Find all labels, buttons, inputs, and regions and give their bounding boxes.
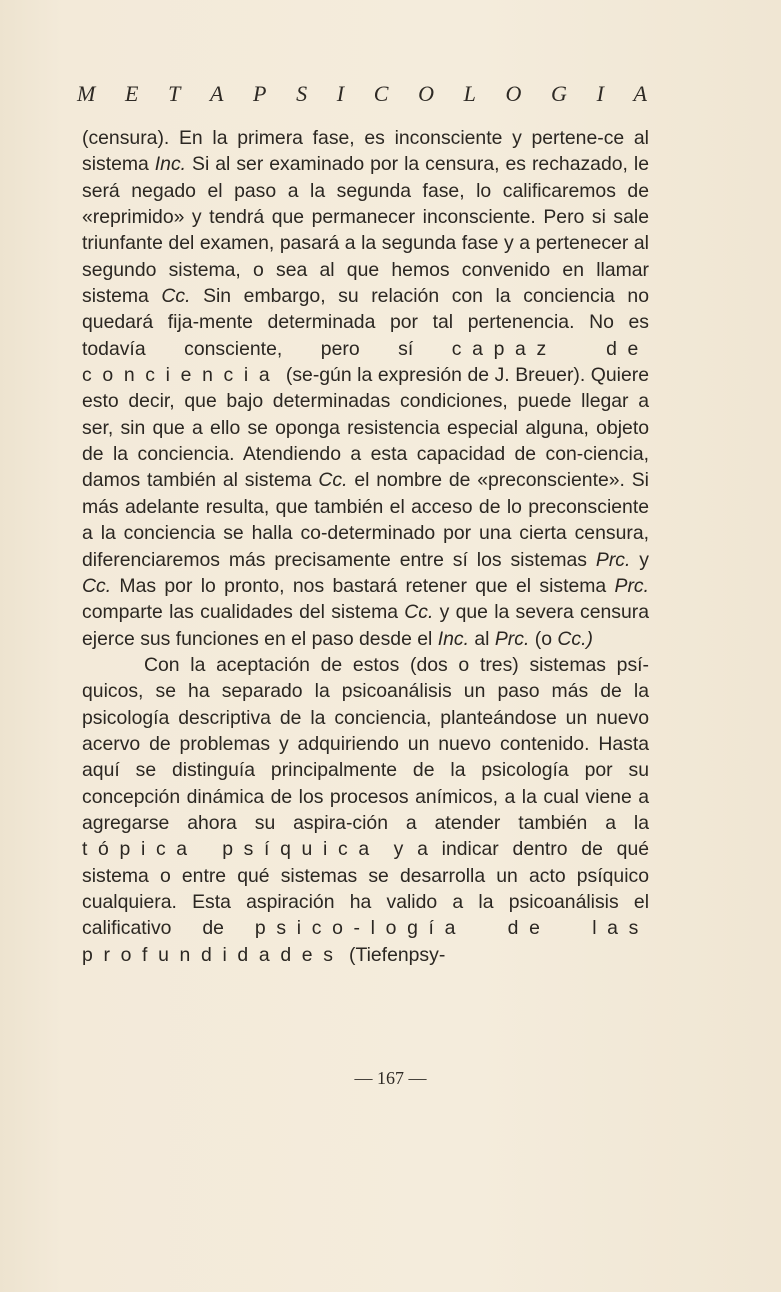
text-run: comparte las cualidades del sistema bbox=[82, 601, 405, 624]
running-head-letter: O bbox=[418, 81, 434, 106]
text-run: (se-gún la expresión de J. Breuer). Quiere esto decir, que bajo determinadas condiciones, puede llegar a ser, sin que a ello se oponga resistencia especial alguna, objeto de la conciencia. Atendiendo a esta capacidad de con-ciencia, damos también al sistema bbox=[82, 364, 649, 492]
italic-term: Inc. bbox=[437, 627, 469, 650]
page-number: — 167 — bbox=[354, 1068, 427, 1088]
running-head-letter: M bbox=[77, 81, 96, 106]
running-head-letter: I bbox=[336, 81, 345, 106]
spaced-emphasis: psico-logía de las profundidades bbox=[82, 917, 649, 966]
running-head-letter: P bbox=[253, 81, 267, 106]
italic-term: Prc. bbox=[595, 548, 631, 571]
paragraph-2 bbox=[82, 652, 649, 968]
text-run: (o bbox=[529, 627, 558, 650]
spaced-emphasis: capaz de conciencia bbox=[82, 337, 649, 387]
text-run: el nombre de «preconsciente». Si más adelante resulta, que también el acceso de lo preconsciente a la conciencia se halla co-determinado por una cierta censura, diferenciaremos más precisamente entre sí los sistemas bbox=[82, 469, 649, 571]
running-head-letter: A bbox=[633, 81, 647, 106]
text-run: (Tiefenpsy- bbox=[343, 943, 446, 966]
text-run: Sin embargo, su relación con la conciencia no quedará fija-mente determinada por tal pertenencia. No es todavía consciente, pero sí bbox=[82, 285, 649, 360]
text-run: y que la severa censura ejerce sus funciones en el paso desde el bbox=[82, 601, 649, 650]
running-head-letter: C bbox=[373, 81, 389, 106]
italic-term: Cc. bbox=[161, 285, 191, 308]
text-run: y a indicar dentro de qué sistema o entre qué sistemas se desarrolla un acto psíquico cualquiera. Esta aspiración ha valido a la psicoanálisis el calificativo de bbox=[82, 838, 650, 940]
paragraph-1 bbox=[82, 125, 649, 652]
body-text bbox=[82, 125, 649, 968]
spaced-emphasis: tópica psíquica bbox=[82, 838, 380, 861]
italic-term: Prc. bbox=[614, 574, 649, 597]
running-head-letter: O bbox=[505, 81, 522, 106]
italic-term: Cc. bbox=[404, 601, 434, 624]
italic-term: Prc. bbox=[494, 627, 530, 650]
text-run: al bbox=[469, 627, 495, 650]
italic-term: Cc. bbox=[318, 469, 348, 492]
text-run: (censura). En la primera fase, es inconsciente y pertene-ce al sistema bbox=[82, 127, 649, 176]
italic-term: Cc. bbox=[82, 574, 112, 597]
running-head-letter: T bbox=[168, 81, 181, 106]
running-head-letter: S bbox=[296, 81, 308, 106]
running-head-letter: E bbox=[124, 81, 139, 106]
italic-term: Inc. bbox=[154, 153, 187, 176]
running-head-letter: G bbox=[551, 81, 567, 106]
text-run: Mas por lo pronto, nos bastará retener que el sistema bbox=[111, 574, 615, 597]
running-head-letter: A bbox=[209, 81, 224, 106]
running-head-letter: L bbox=[463, 81, 476, 106]
text-run: Con la aceptación de estos (dos o tres) sistemas psí-quicos, se ha separado la psicoanálisis un paso más de la psicología descriptiva de la conciencia, planteándose un nuevo acervo de problemas y adquiriendo un nuevo contenido. Hasta aquí se distinguía principalmente de la psicología por su concepción dinámica de los procesos anímicos, a la cual viene a agregarse ahora su aspira-ción a atender también a la bbox=[82, 653, 649, 834]
running-head bbox=[77, 81, 647, 107]
text-run: y bbox=[630, 548, 649, 571]
italic-term: Cc.) bbox=[557, 627, 593, 650]
running-head-letter: I bbox=[596, 81, 604, 106]
text-run: Si al ser examinado por la censura, es rechazado, le será negado el paso a la segunda fase, lo calificaremos de «reprimido» y tendrá que permanecer inconsciente. Pero si sale triunfante del examen, pasará a la segunda fase y a pertenecer al segundo sistema, o sea al que hemos convenido en llamar sistema bbox=[82, 153, 649, 308]
